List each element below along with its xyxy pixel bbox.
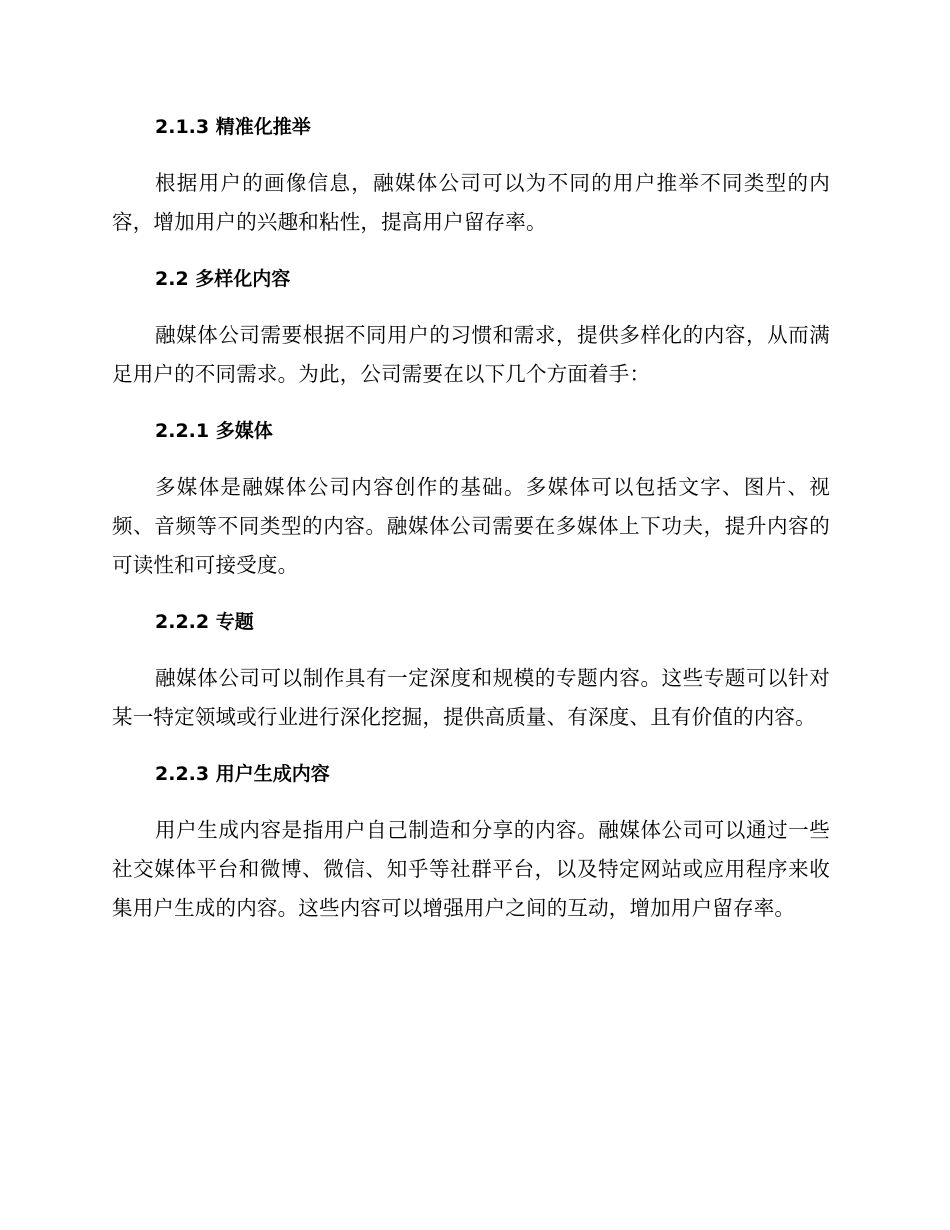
document-page <box>112 108 830 928</box>
section-paragraph-precise-recommendation: 根据用户的画像信息，融媒体公司可以为不同的用户推举不同类型的内容，增加用户的兴趣和粘性，提高用户留存率。 <box>112 171 830 234</box>
section-heading-multimedia: 2.2.1 多媒体 <box>155 420 273 442</box>
section-heading-user-generated-content: 2.2.3 用户生成内容 <box>155 763 330 785</box>
section-paragraph-user-generated-content: 用户生成内容是指用户自己制造和分享的内容。融媒体公司可以通过一些社交媒体平台和微博、微信、知乎等社群平台，以及特定网站或应用程序来收集用户生成的内容。这些内容可以增强用户之间的互动，增加用户留存率。 <box>112 818 830 920</box>
section-paragraph-diversified-content: 融媒体公司需要根据不同用户的习惯和需求，提供多样化的内容，从而满足用户的不同需求。为此，公司需要在以下几个方面着手： <box>112 323 830 386</box>
section-heading-diversified-content: 2.2 多样化内容 <box>155 268 291 290</box>
section-heading-special-topic: 2.2.2 专题 <box>155 611 254 633</box>
section-paragraph-multimedia: 多媒体是融媒体公司内容创作的基础。多媒体可以包括文字、图片、视频、音频等不同类型的内容。融媒体公司需要在多媒体上下功夫，提升内容的可读性和可接受度。 <box>112 475 830 577</box>
section-paragraph-special-topic: 融媒体公司可以制作具有一定深度和规模的专题内容。这些专题可以针对某一特定领域或行业进行深化挖掘，提供高质量、有深度、且有价值的内容。 <box>112 666 830 729</box>
section-heading-precise-recommendation: 2.1.3 精准化推举 <box>155 116 311 138</box>
